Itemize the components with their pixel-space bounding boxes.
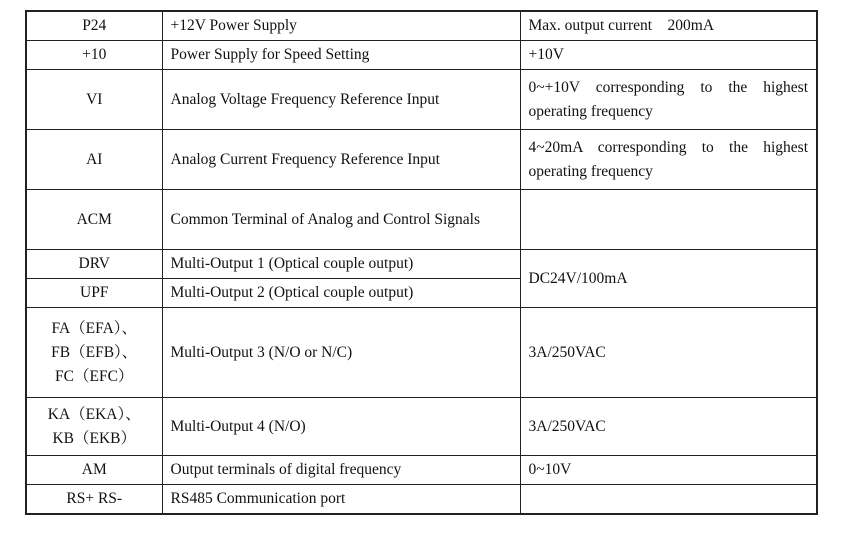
function-cell: Multi-Output 1 (Optical couple output) — [162, 250, 520, 279]
terminal-cell — [26, 398, 162, 456]
function-cell: RS485 Communication port — [162, 485, 520, 515]
table-row — [26, 11, 817, 41]
spec-cell: 3A/250VAC — [520, 308, 817, 398]
function-cell: Multi-Output 4 (N/O) — [162, 398, 520, 456]
terminal-cell: UPF — [26, 279, 162, 308]
table-row — [26, 130, 817, 190]
terminal-cell: RS+ RS- — [26, 485, 162, 515]
terminal-cell: AI — [26, 130, 162, 190]
table-row — [26, 250, 817, 279]
table-row — [26, 70, 817, 130]
spec-cell — [520, 190, 817, 250]
function-cell: Common Terminal of Analog and Control Signals — [162, 190, 520, 250]
terminal-line: FB（EFB）、 — [51, 343, 138, 361]
function-cell: Output terminals of digital frequency — [162, 456, 520, 485]
function-cell: Multi-Output 2 (Optical couple output) — [162, 279, 520, 308]
spec-cell — [520, 485, 817, 515]
table-row — [26, 485, 817, 515]
terminal-line: FA（EFA）、 — [51, 319, 138, 337]
spec-cell: 0~10V — [520, 456, 817, 485]
spec-cell: +10V — [520, 41, 817, 70]
terminal-spec-table — [25, 10, 818, 515]
spec-cell: 4~20mA corresponding to the highest operating frequency — [520, 130, 817, 190]
spec-cell: 3A/250VAC — [520, 398, 817, 456]
terminal-cell: ACM — [26, 190, 162, 250]
spec-cell: 0~+10V corresponding to the highest operating frequency — [520, 70, 817, 130]
table-row — [26, 308, 817, 398]
function-cell: Multi-Output 3 (N/O or N/C) — [162, 308, 520, 398]
terminal-line: KB（EKB） — [52, 429, 137, 447]
table-row — [26, 398, 817, 456]
function-cell: Analog Voltage Frequency Reference Input — [162, 70, 520, 130]
terminal-cell: P24 — [26, 11, 162, 41]
function-cell: +12V Power Supply — [162, 11, 520, 41]
function-cell: Analog Current Frequency Reference Input — [162, 130, 520, 190]
terminal-cell — [26, 308, 162, 398]
table-row — [26, 456, 817, 485]
terminal-cell: AM — [26, 456, 162, 485]
table-row — [26, 190, 817, 250]
spec-cell: Max. output current 200mA — [520, 11, 817, 41]
terminal-cell: DRV — [26, 250, 162, 279]
table-row — [26, 41, 817, 70]
terminal-cell: VI — [26, 70, 162, 130]
terminal-line: FC（EFC） — [55, 367, 134, 385]
terminal-cell: +10 — [26, 41, 162, 70]
terminal-line: KA（EKA）、 — [47, 405, 141, 423]
spec-cell: DC24V/100mA — [520, 250, 817, 308]
function-cell: Power Supply for Speed Setting — [162, 41, 520, 70]
